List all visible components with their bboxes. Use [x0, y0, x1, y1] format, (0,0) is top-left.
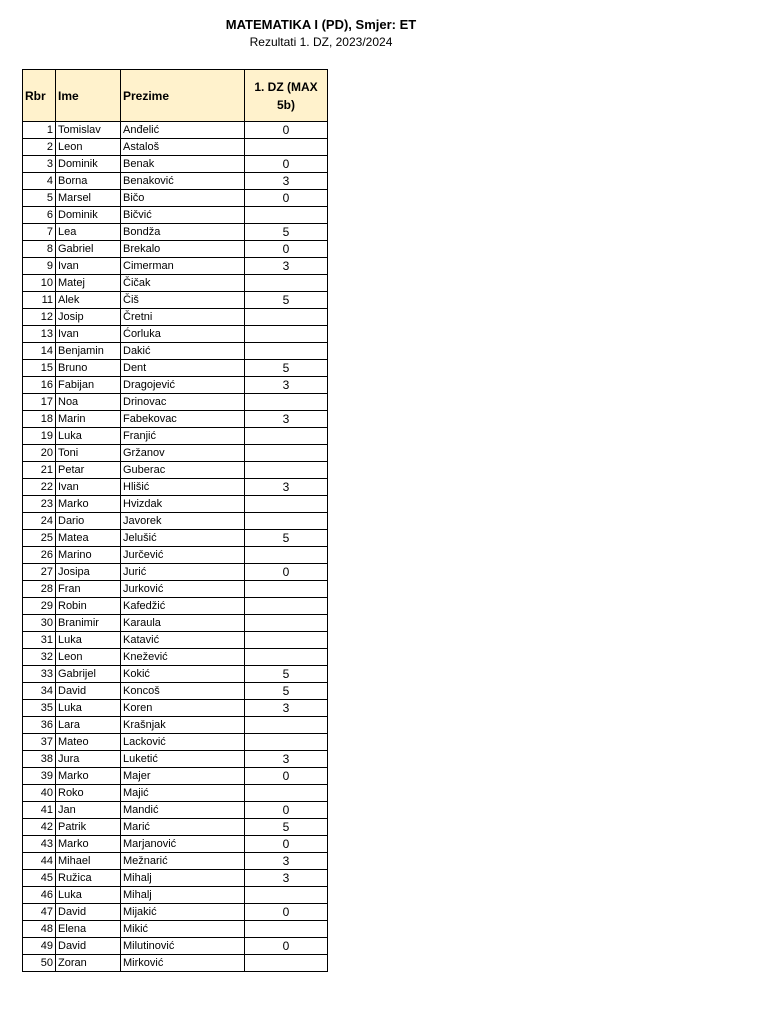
- cell-prezime: Koren: [121, 700, 245, 717]
- table-row: [23, 632, 328, 649]
- table-row: [23, 530, 328, 547]
- cell-ime: Mateo: [56, 734, 121, 751]
- cell-ime: Josip: [56, 309, 121, 326]
- cell-prezime: Čičak: [121, 275, 245, 292]
- table-row: [23, 275, 328, 292]
- document-title: MATEMATIKA I (PD), Smjer: ET: [225, 17, 417, 32]
- table-row: [23, 581, 328, 598]
- table-row: [23, 598, 328, 615]
- cell-rbr: 24: [23, 513, 56, 530]
- cell-prezime: Majer: [121, 768, 245, 785]
- document-subtitle: Rezultati 1. DZ, 2023/2024: [249, 35, 393, 49]
- cell-dz-score: 3: [245, 700, 328, 717]
- cell-ime: Jan: [56, 802, 121, 819]
- cell-prezime: Benaković: [121, 173, 245, 190]
- table-row: [23, 326, 328, 343]
- table-row: [23, 377, 328, 394]
- table-row: [23, 955, 328, 972]
- cell-dz-score: [245, 649, 328, 666]
- cell-ime: Robin: [56, 598, 121, 615]
- cell-prezime: Mikić: [121, 921, 245, 938]
- cell-rbr: 9: [23, 258, 56, 275]
- cell-dz-score: [245, 394, 328, 411]
- cell-rbr: 49: [23, 938, 56, 955]
- cell-ime: Roko: [56, 785, 121, 802]
- cell-ime: Mihael: [56, 853, 121, 870]
- table-row: [23, 734, 328, 751]
- results-table-header: [23, 70, 328, 122]
- cell-prezime: Mandić: [121, 802, 245, 819]
- cell-ime: Petar: [56, 462, 121, 479]
- cell-dz-score: [245, 785, 328, 802]
- table-row: [23, 241, 328, 258]
- table-row: [23, 207, 328, 224]
- cell-prezime: Mijakić: [121, 904, 245, 921]
- table-row: [23, 343, 328, 360]
- cell-prezime: Marić: [121, 819, 245, 836]
- table-row: [23, 258, 328, 275]
- cell-dz-score: 0: [245, 802, 328, 819]
- cell-ime: Leon: [56, 139, 121, 156]
- cell-dz-score: [245, 734, 328, 751]
- cell-rbr: 34: [23, 683, 56, 700]
- cell-rbr: 40: [23, 785, 56, 802]
- cell-dz-score: 0: [245, 768, 328, 785]
- cell-rbr: 10: [23, 275, 56, 292]
- cell-ime: Dominik: [56, 207, 121, 224]
- cell-rbr: 21: [23, 462, 56, 479]
- cell-dz-score: 5: [245, 292, 328, 309]
- table-row: [23, 547, 328, 564]
- cell-prezime: Knežević: [121, 649, 245, 666]
- cell-rbr: 6: [23, 207, 56, 224]
- table-row: [23, 445, 328, 462]
- cell-rbr: 48: [23, 921, 56, 938]
- cell-rbr: 11: [23, 292, 56, 309]
- cell-rbr: 32: [23, 649, 56, 666]
- table-row: [23, 292, 328, 309]
- cell-rbr: 35: [23, 700, 56, 717]
- cell-ime: Luka: [56, 700, 121, 717]
- cell-rbr: 45: [23, 870, 56, 887]
- cell-rbr: 37: [23, 734, 56, 751]
- cell-ime: Ivan: [56, 258, 121, 275]
- cell-dz-score: [245, 581, 328, 598]
- cell-dz-score: [245, 496, 328, 513]
- cell-ime: Noa: [56, 394, 121, 411]
- table-row: [23, 751, 328, 768]
- table-row: [23, 360, 328, 377]
- cell-ime: Luka: [56, 632, 121, 649]
- cell-rbr: 43: [23, 836, 56, 853]
- cell-rbr: 4: [23, 173, 56, 190]
- table-row: [23, 462, 328, 479]
- cell-ime: Marko: [56, 496, 121, 513]
- table-row: [23, 649, 328, 666]
- table-row: [23, 700, 328, 717]
- table-row: [23, 411, 328, 428]
- cell-ime: Branimir: [56, 615, 121, 632]
- cell-dz-score: [245, 513, 328, 530]
- table-row: [23, 853, 328, 870]
- cell-dz-score: 3: [245, 258, 328, 275]
- cell-prezime: Ćorluka: [121, 326, 245, 343]
- cell-prezime: Jelušić: [121, 530, 245, 547]
- cell-ime: David: [56, 904, 121, 921]
- table-row: [23, 904, 328, 921]
- cell-dz-score: 5: [245, 224, 328, 241]
- cell-prezime: Jurić: [121, 564, 245, 581]
- cell-prezime: Dakić: [121, 343, 245, 360]
- cell-dz-score: [245, 275, 328, 292]
- cell-rbr: 14: [23, 343, 56, 360]
- cell-rbr: 25: [23, 530, 56, 547]
- cell-prezime: Cimerman: [121, 258, 245, 275]
- cell-dz-score: 5: [245, 683, 328, 700]
- table-row: [23, 921, 328, 938]
- cell-dz-score: 5: [245, 666, 328, 683]
- cell-ime: Marko: [56, 768, 121, 785]
- cell-ime: Lara: [56, 717, 121, 734]
- table-row: [23, 802, 328, 819]
- cell-ime: Jura: [56, 751, 121, 768]
- table-row: [23, 785, 328, 802]
- cell-prezime: Hlišić: [121, 479, 245, 496]
- cell-rbr: 38: [23, 751, 56, 768]
- cell-dz-score: [245, 598, 328, 615]
- table-row: [23, 768, 328, 785]
- cell-rbr: 33: [23, 666, 56, 683]
- table-row: [23, 122, 328, 139]
- cell-dz-score: 3: [245, 377, 328, 394]
- cell-prezime: Brekalo: [121, 241, 245, 258]
- cell-ime: Luka: [56, 887, 121, 904]
- cell-rbr: 7: [23, 224, 56, 241]
- cell-ime: Elena: [56, 921, 121, 938]
- cell-prezime: Luketić: [121, 751, 245, 768]
- cell-prezime: Gržanov: [121, 445, 245, 462]
- cell-dz-score: [245, 326, 328, 343]
- cell-dz-score: [245, 955, 328, 972]
- cell-dz-score: 0: [245, 122, 328, 139]
- cell-prezime: Kafedžić: [121, 598, 245, 615]
- cell-rbr: 16: [23, 377, 56, 394]
- cell-dz-score: 3: [245, 853, 328, 870]
- cell-dz-score: 5: [245, 360, 328, 377]
- cell-prezime: Čiš: [121, 292, 245, 309]
- cell-prezime: Mežnarić: [121, 853, 245, 870]
- cell-rbr: 27: [23, 564, 56, 581]
- cell-ime: Josipa: [56, 564, 121, 581]
- table-row: [23, 496, 328, 513]
- cell-dz-score: [245, 547, 328, 564]
- cell-rbr: 1: [23, 122, 56, 139]
- cell-prezime: Čretni: [121, 309, 245, 326]
- cell-dz-score: [245, 887, 328, 904]
- cell-ime: Marko: [56, 836, 121, 853]
- table-row: [23, 156, 328, 173]
- cell-rbr: 23: [23, 496, 56, 513]
- table-row: [23, 190, 328, 207]
- cell-dz-score: 0: [245, 156, 328, 173]
- cell-ime: Gabrijel: [56, 666, 121, 683]
- cell-dz-score: 3: [245, 173, 328, 190]
- cell-rbr: 5: [23, 190, 56, 207]
- table-row: [23, 717, 328, 734]
- cell-rbr: 12: [23, 309, 56, 326]
- cell-ime: Luka: [56, 428, 121, 445]
- results-table: [22, 69, 328, 972]
- cell-ime: Ivan: [56, 479, 121, 496]
- cell-rbr: 28: [23, 581, 56, 598]
- cell-ime: Matej: [56, 275, 121, 292]
- cell-prezime: Jurković: [121, 581, 245, 598]
- table-row: [23, 938, 328, 955]
- cell-prezime: Jurčević: [121, 547, 245, 564]
- table-row: [23, 513, 328, 530]
- cell-prezime: Mirković: [121, 955, 245, 972]
- cell-prezime: Marjanović: [121, 836, 245, 853]
- table-row: [23, 564, 328, 581]
- cell-dz-score: [245, 139, 328, 156]
- results-table-body: [23, 122, 328, 972]
- cell-rbr: 2: [23, 139, 56, 156]
- table-row: [23, 428, 328, 445]
- cell-prezime: Drinovac: [121, 394, 245, 411]
- table-row: [23, 836, 328, 853]
- cell-prezime: Hvizdak: [121, 496, 245, 513]
- cell-rbr: 18: [23, 411, 56, 428]
- column-header-prezime: Prezime: [121, 70, 245, 122]
- cell-rbr: 26: [23, 547, 56, 564]
- cell-dz-score: 3: [245, 411, 328, 428]
- cell-prezime: Majić: [121, 785, 245, 802]
- cell-rbr: 29: [23, 598, 56, 615]
- cell-prezime: Dragojević: [121, 377, 245, 394]
- cell-dz-score: 0: [245, 904, 328, 921]
- table-row: [23, 139, 328, 156]
- cell-rbr: 22: [23, 479, 56, 496]
- table-row: [23, 819, 328, 836]
- cell-ime: Ružica: [56, 870, 121, 887]
- cell-ime: Matea: [56, 530, 121, 547]
- cell-dz-score: 3: [245, 751, 328, 768]
- cell-dz-score: [245, 921, 328, 938]
- cell-dz-score: 0: [245, 564, 328, 581]
- cell-prezime: Franjić: [121, 428, 245, 445]
- cell-dz-score: [245, 207, 328, 224]
- table-row: [23, 173, 328, 190]
- header-row: [23, 70, 328, 122]
- cell-ime: Dominik: [56, 156, 121, 173]
- cell-prezime: Koncoš: [121, 683, 245, 700]
- cell-ime: Marsel: [56, 190, 121, 207]
- table-row: [23, 309, 328, 326]
- cell-rbr: 31: [23, 632, 56, 649]
- cell-ime: David: [56, 683, 121, 700]
- cell-ime: Gabriel: [56, 241, 121, 258]
- cell-prezime: Bičvić: [121, 207, 245, 224]
- cell-prezime: Milutinović: [121, 938, 245, 955]
- cell-ime: Toni: [56, 445, 121, 462]
- cell-rbr: 39: [23, 768, 56, 785]
- cell-rbr: 13: [23, 326, 56, 343]
- table-row: [23, 615, 328, 632]
- cell-rbr: 17: [23, 394, 56, 411]
- column-header-dz-score: 1. DZ (MAX 5b): [245, 70, 328, 122]
- cell-dz-score: 5: [245, 819, 328, 836]
- cell-prezime: Kokić: [121, 666, 245, 683]
- cell-dz-score: 0: [245, 938, 328, 955]
- cell-ime: Ivan: [56, 326, 121, 343]
- table-row: [23, 394, 328, 411]
- cell-dz-score: [245, 462, 328, 479]
- table-row: [23, 683, 328, 700]
- cell-dz-score: 0: [245, 190, 328, 207]
- table-row: [23, 666, 328, 683]
- cell-ime: Marin: [56, 411, 121, 428]
- cell-ime: Lea: [56, 224, 121, 241]
- cell-prezime: Anđelić: [121, 122, 245, 139]
- cell-dz-score: [245, 615, 328, 632]
- cell-ime: Zoran: [56, 955, 121, 972]
- table-row: [23, 870, 328, 887]
- cell-prezime: Astaloš: [121, 139, 245, 156]
- cell-rbr: 41: [23, 802, 56, 819]
- cell-prezime: Katavić: [121, 632, 245, 649]
- cell-prezime: Krašnjak: [121, 717, 245, 734]
- table-row: [23, 887, 328, 904]
- cell-ime: Tomislav: [56, 122, 121, 139]
- cell-dz-score: 0: [245, 241, 328, 258]
- cell-prezime: Benak: [121, 156, 245, 173]
- column-header-ime: Ime: [56, 70, 121, 122]
- cell-prezime: Lacković: [121, 734, 245, 751]
- cell-ime: Marino: [56, 547, 121, 564]
- cell-ime: Leon: [56, 649, 121, 666]
- cell-prezime: Guberac: [121, 462, 245, 479]
- cell-dz-score: [245, 717, 328, 734]
- cell-rbr: 46: [23, 887, 56, 904]
- cell-ime: Fabijan: [56, 377, 121, 394]
- cell-rbr: 36: [23, 717, 56, 734]
- cell-rbr: 30: [23, 615, 56, 632]
- cell-ime: Patrik: [56, 819, 121, 836]
- table-row: [23, 224, 328, 241]
- table-row: [23, 479, 328, 496]
- cell-dz-score: 5: [245, 530, 328, 547]
- cell-rbr: 47: [23, 904, 56, 921]
- cell-dz-score: [245, 445, 328, 462]
- cell-prezime: Mihalj: [121, 887, 245, 904]
- column-header-rbr: Rbr: [23, 70, 56, 122]
- cell-prezime: Javorek: [121, 513, 245, 530]
- cell-dz-score: [245, 632, 328, 649]
- cell-ime: Borna: [56, 173, 121, 190]
- cell-dz-score: [245, 309, 328, 326]
- cell-rbr: 3: [23, 156, 56, 173]
- cell-prezime: Mihalj: [121, 870, 245, 887]
- cell-ime: Benjamin: [56, 343, 121, 360]
- cell-prezime: Dent: [121, 360, 245, 377]
- cell-rbr: 19: [23, 428, 56, 445]
- cell-ime: Bruno: [56, 360, 121, 377]
- cell-rbr: 44: [23, 853, 56, 870]
- cell-rbr: 42: [23, 819, 56, 836]
- cell-rbr: 50: [23, 955, 56, 972]
- cell-dz-score: [245, 343, 328, 360]
- cell-rbr: 15: [23, 360, 56, 377]
- cell-prezime: Fabekovac: [121, 411, 245, 428]
- cell-rbr: 20: [23, 445, 56, 462]
- cell-dz-score: 3: [245, 479, 328, 496]
- cell-prezime: Bondža: [121, 224, 245, 241]
- cell-dz-score: 3: [245, 870, 328, 887]
- cell-ime: Fran: [56, 581, 121, 598]
- cell-ime: Alek: [56, 292, 121, 309]
- cell-dz-score: [245, 428, 328, 445]
- cell-prezime: Bičo: [121, 190, 245, 207]
- cell-ime: David: [56, 938, 121, 955]
- cell-dz-score: 0: [245, 836, 328, 853]
- cell-ime: Dario: [56, 513, 121, 530]
- cell-rbr: 8: [23, 241, 56, 258]
- cell-prezime: Karaula: [121, 615, 245, 632]
